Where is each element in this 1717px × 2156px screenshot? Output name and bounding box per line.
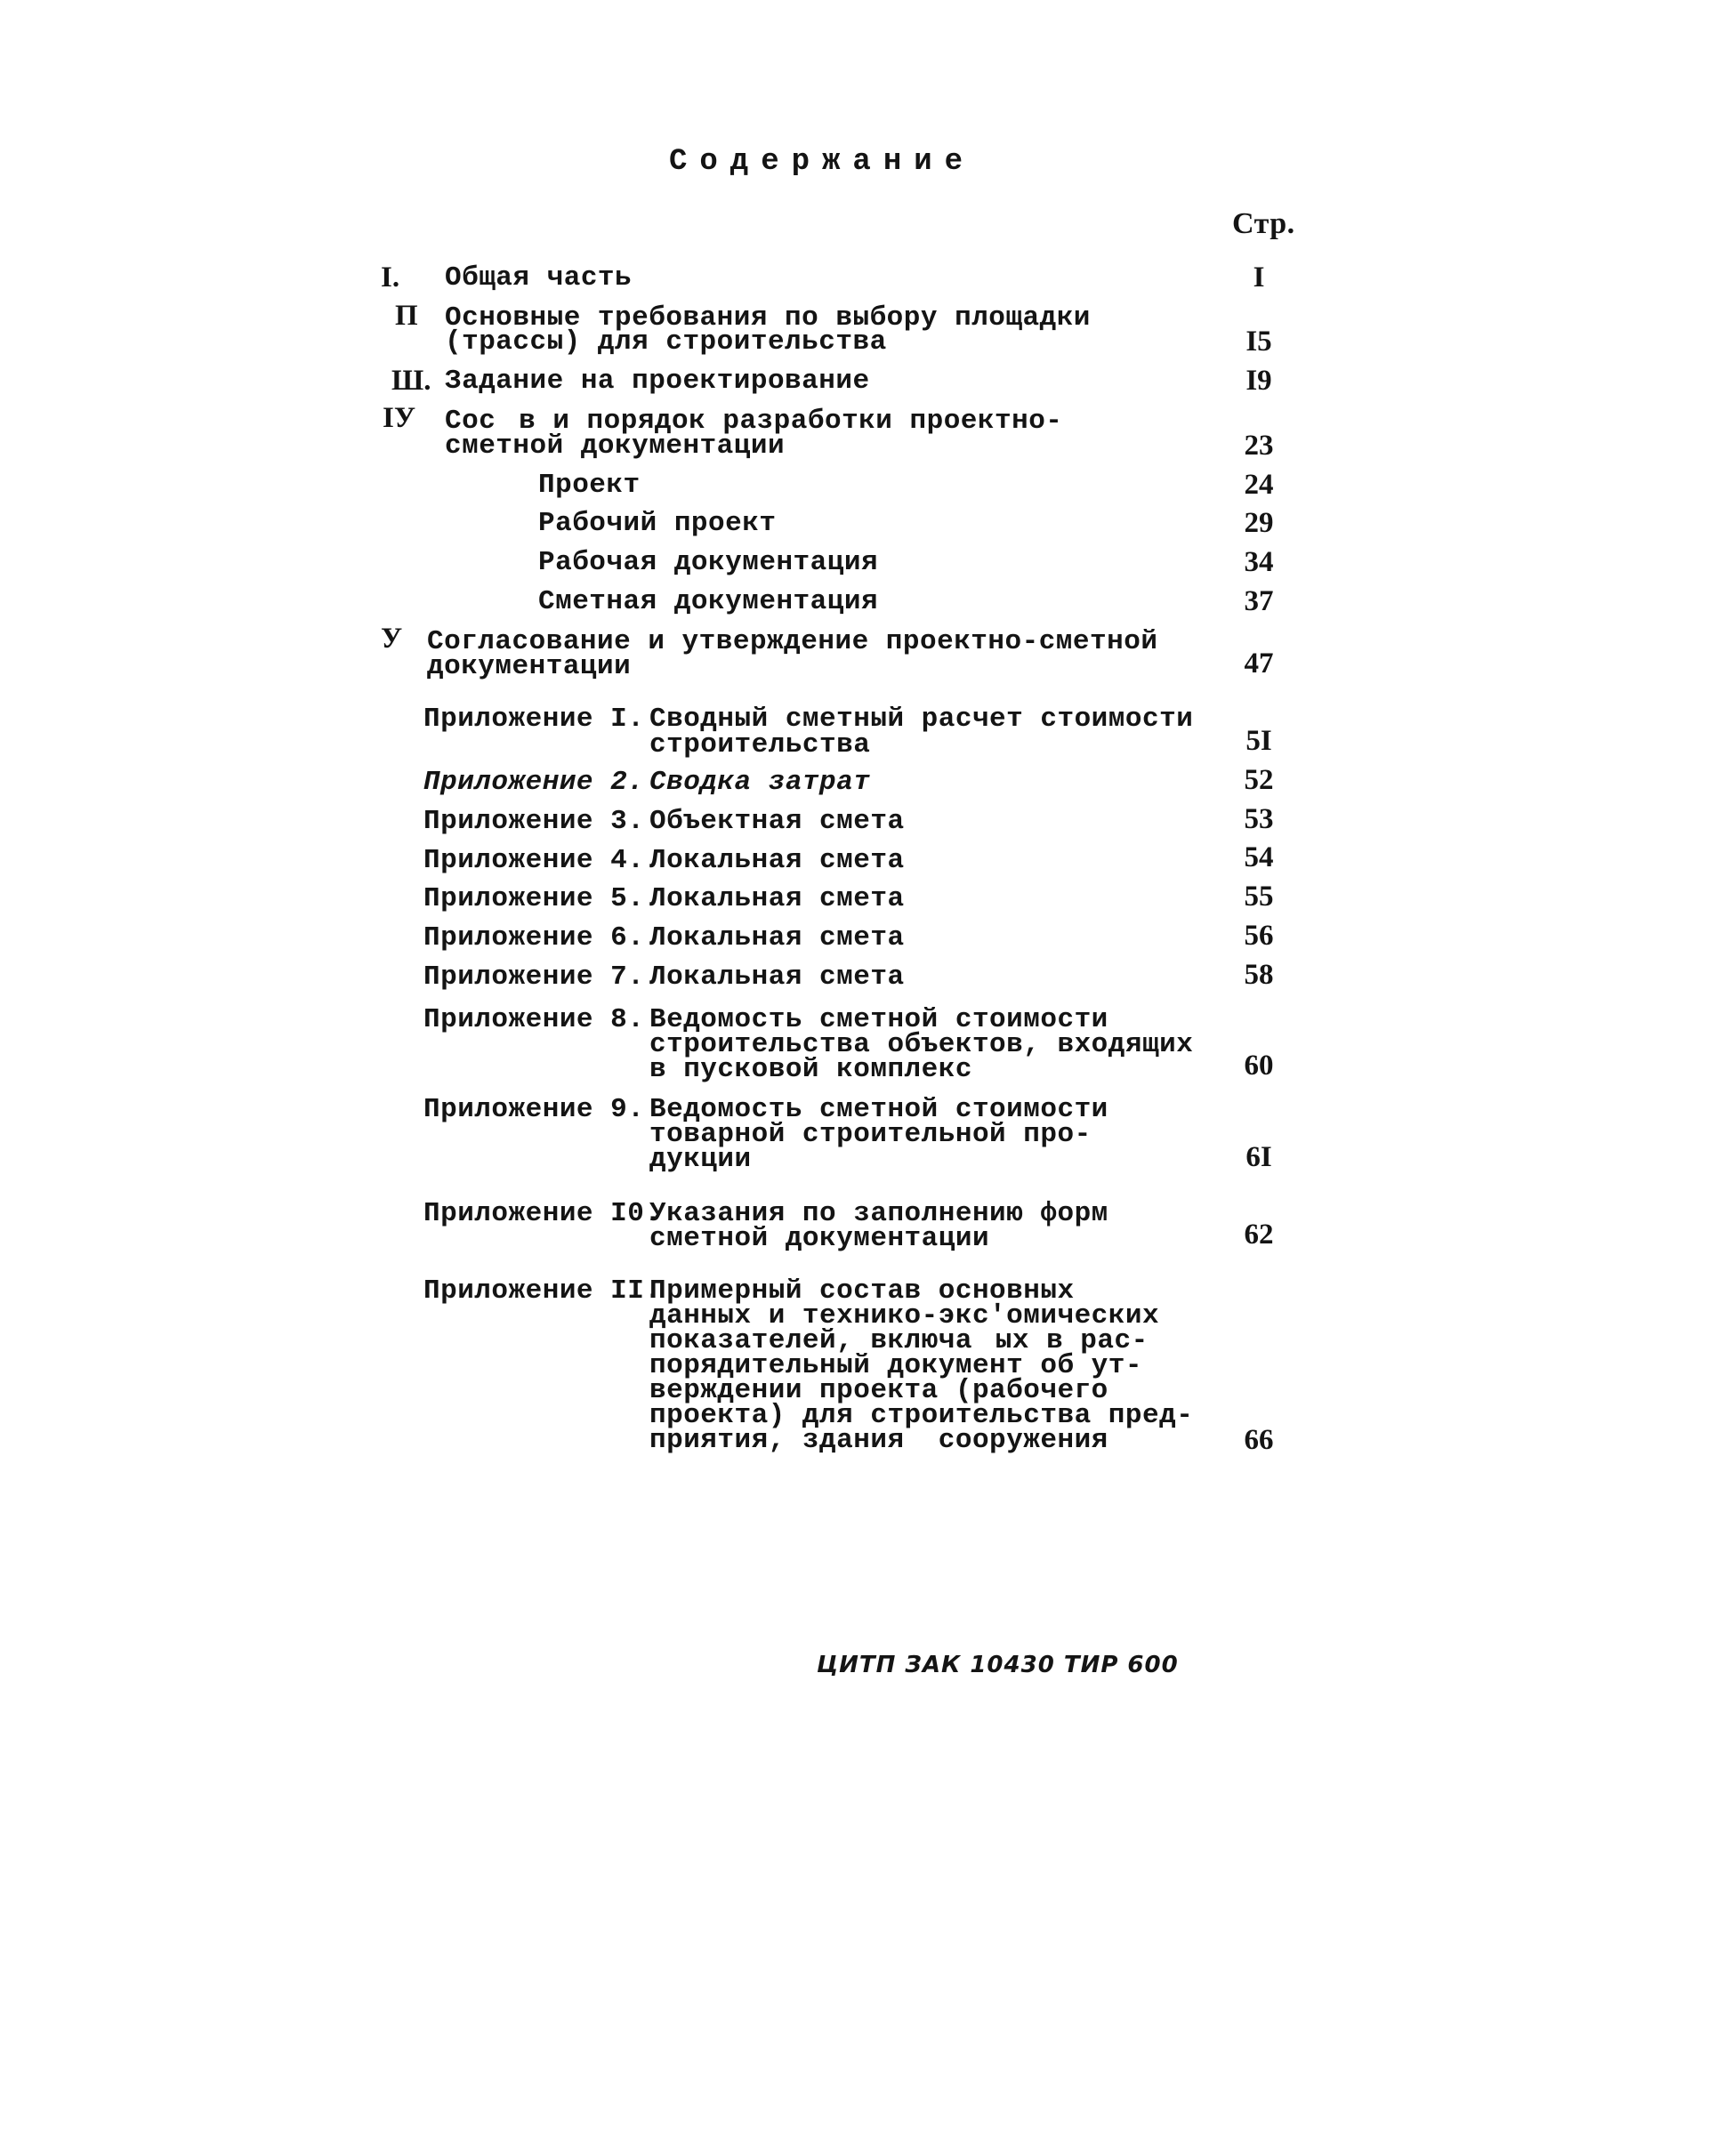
section-title: Согласование и утверждение проектно-сметной xyxy=(427,626,1158,657)
appendix-title: данных и технико-экс'омических xyxy=(649,1300,1160,1331)
page-column-header: Стр. xyxy=(1232,207,1295,240)
page-number: 56 xyxy=(1244,920,1274,952)
section-number: IУ xyxy=(383,402,416,434)
appendix-title: Сводка затрат xyxy=(649,767,871,798)
page-number: 52 xyxy=(1244,764,1274,796)
appendix-title: в пусковой комплекс xyxy=(649,1054,972,1085)
page-number: 6I xyxy=(1245,1141,1272,1173)
appendix-title: Примерный состав основных xyxy=(649,1275,1075,1307)
appendix-title: Локальная смета xyxy=(649,922,905,953)
page-number: I xyxy=(1253,261,1265,294)
appendix-title: Сводный сметный расчет стоимости xyxy=(649,704,1194,735)
section-number: I. xyxy=(381,261,400,294)
appendix-title: Ведомость сметной стоимости xyxy=(649,1094,1108,1125)
appendix-title: Объектная смета xyxy=(649,806,905,837)
appendix-label: Приложение 4. xyxy=(423,845,645,876)
section-title: (трассы) для строительства xyxy=(445,326,887,358)
appendix-label: Приложение 9. xyxy=(423,1094,645,1125)
section-title: документации xyxy=(427,651,632,682)
appendix-title: порядительный документ об ут- xyxy=(649,1350,1142,1381)
page-number: 55 xyxy=(1244,881,1274,913)
appendix-title: строительства объектов, входящих xyxy=(649,1029,1194,1060)
appendix-label: Приложение II. xyxy=(423,1275,662,1307)
appendix-label: Приложение 3. xyxy=(423,806,645,837)
appendix-title: Локальная смета xyxy=(649,845,905,876)
section-number: Ш. xyxy=(391,365,431,397)
section-title: Сос в и порядок разработки проектно- xyxy=(445,406,1063,437)
section-title: Основные требования по выбору площадки xyxy=(445,302,1091,334)
subsection-title: Рабочий проект xyxy=(538,508,777,539)
appendix-label: Приложение 6. xyxy=(423,922,645,953)
page-number: 60 xyxy=(1244,1050,1274,1082)
page-title: Содержание xyxy=(669,145,976,179)
page-number: I9 xyxy=(1245,365,1272,397)
appendix-title: Указания по заполнению форм xyxy=(649,1198,1108,1229)
section-title: Задание на проектирование xyxy=(445,366,870,397)
page-number: 62 xyxy=(1244,1219,1274,1251)
subsection-title: Рабочая документация xyxy=(538,547,879,578)
appendix-title: строительства xyxy=(649,729,871,760)
section-number: У xyxy=(381,623,403,655)
subsection-title: Проект xyxy=(538,470,641,501)
page-number: 24 xyxy=(1244,469,1274,501)
appendix-label: Приложение 7. xyxy=(423,961,645,993)
appendix-label: Приложение 5. xyxy=(423,883,645,914)
appendix-label: Приложение I0. xyxy=(423,1198,662,1229)
print-imprint: ЦИТП ЗАК 10430 ТИР 600 xyxy=(817,1652,1179,1678)
appendix-label: Приложение 2. xyxy=(423,767,645,798)
appendix-title: сметной документации xyxy=(649,1223,990,1254)
section-number: П xyxy=(395,300,418,332)
page-number: 53 xyxy=(1244,803,1274,835)
page-number: 5I xyxy=(1245,725,1272,757)
section-title: Общая часть xyxy=(445,262,633,294)
page-number: 37 xyxy=(1244,585,1274,617)
page-number: 34 xyxy=(1244,546,1274,578)
page-number: 29 xyxy=(1244,507,1274,539)
section-title: сметной документации xyxy=(445,430,786,462)
appendix-title: верждении проекта (рабочего xyxy=(649,1375,1108,1406)
appendix-label: Приложение 8. xyxy=(423,1004,645,1035)
subsection-title: Сметная документация xyxy=(538,586,879,617)
page-number: 58 xyxy=(1244,959,1274,991)
appendix-label: Приложение I. xyxy=(423,704,645,735)
page-number: 66 xyxy=(1244,1424,1274,1456)
appendix-title: Локальная смета xyxy=(649,961,905,993)
appendix-title: показателей, включа ых в рас- xyxy=(649,1325,1149,1356)
page-number: I5 xyxy=(1245,326,1272,358)
page-number: 47 xyxy=(1244,648,1274,680)
appendix-title: Локальная смета xyxy=(649,883,905,914)
page-number: 54 xyxy=(1244,841,1274,873)
appendix-title: товарной строительной про- xyxy=(649,1119,1092,1150)
appendix-title: Ведомость сметной стоимости xyxy=(649,1004,1108,1035)
page-number: 23 xyxy=(1244,430,1274,462)
appendix-title: дукции xyxy=(649,1144,752,1175)
appendix-title: приятия, здания сооружения xyxy=(649,1425,1108,1456)
appendix-title: проекта) для строительства пред- xyxy=(649,1400,1194,1431)
